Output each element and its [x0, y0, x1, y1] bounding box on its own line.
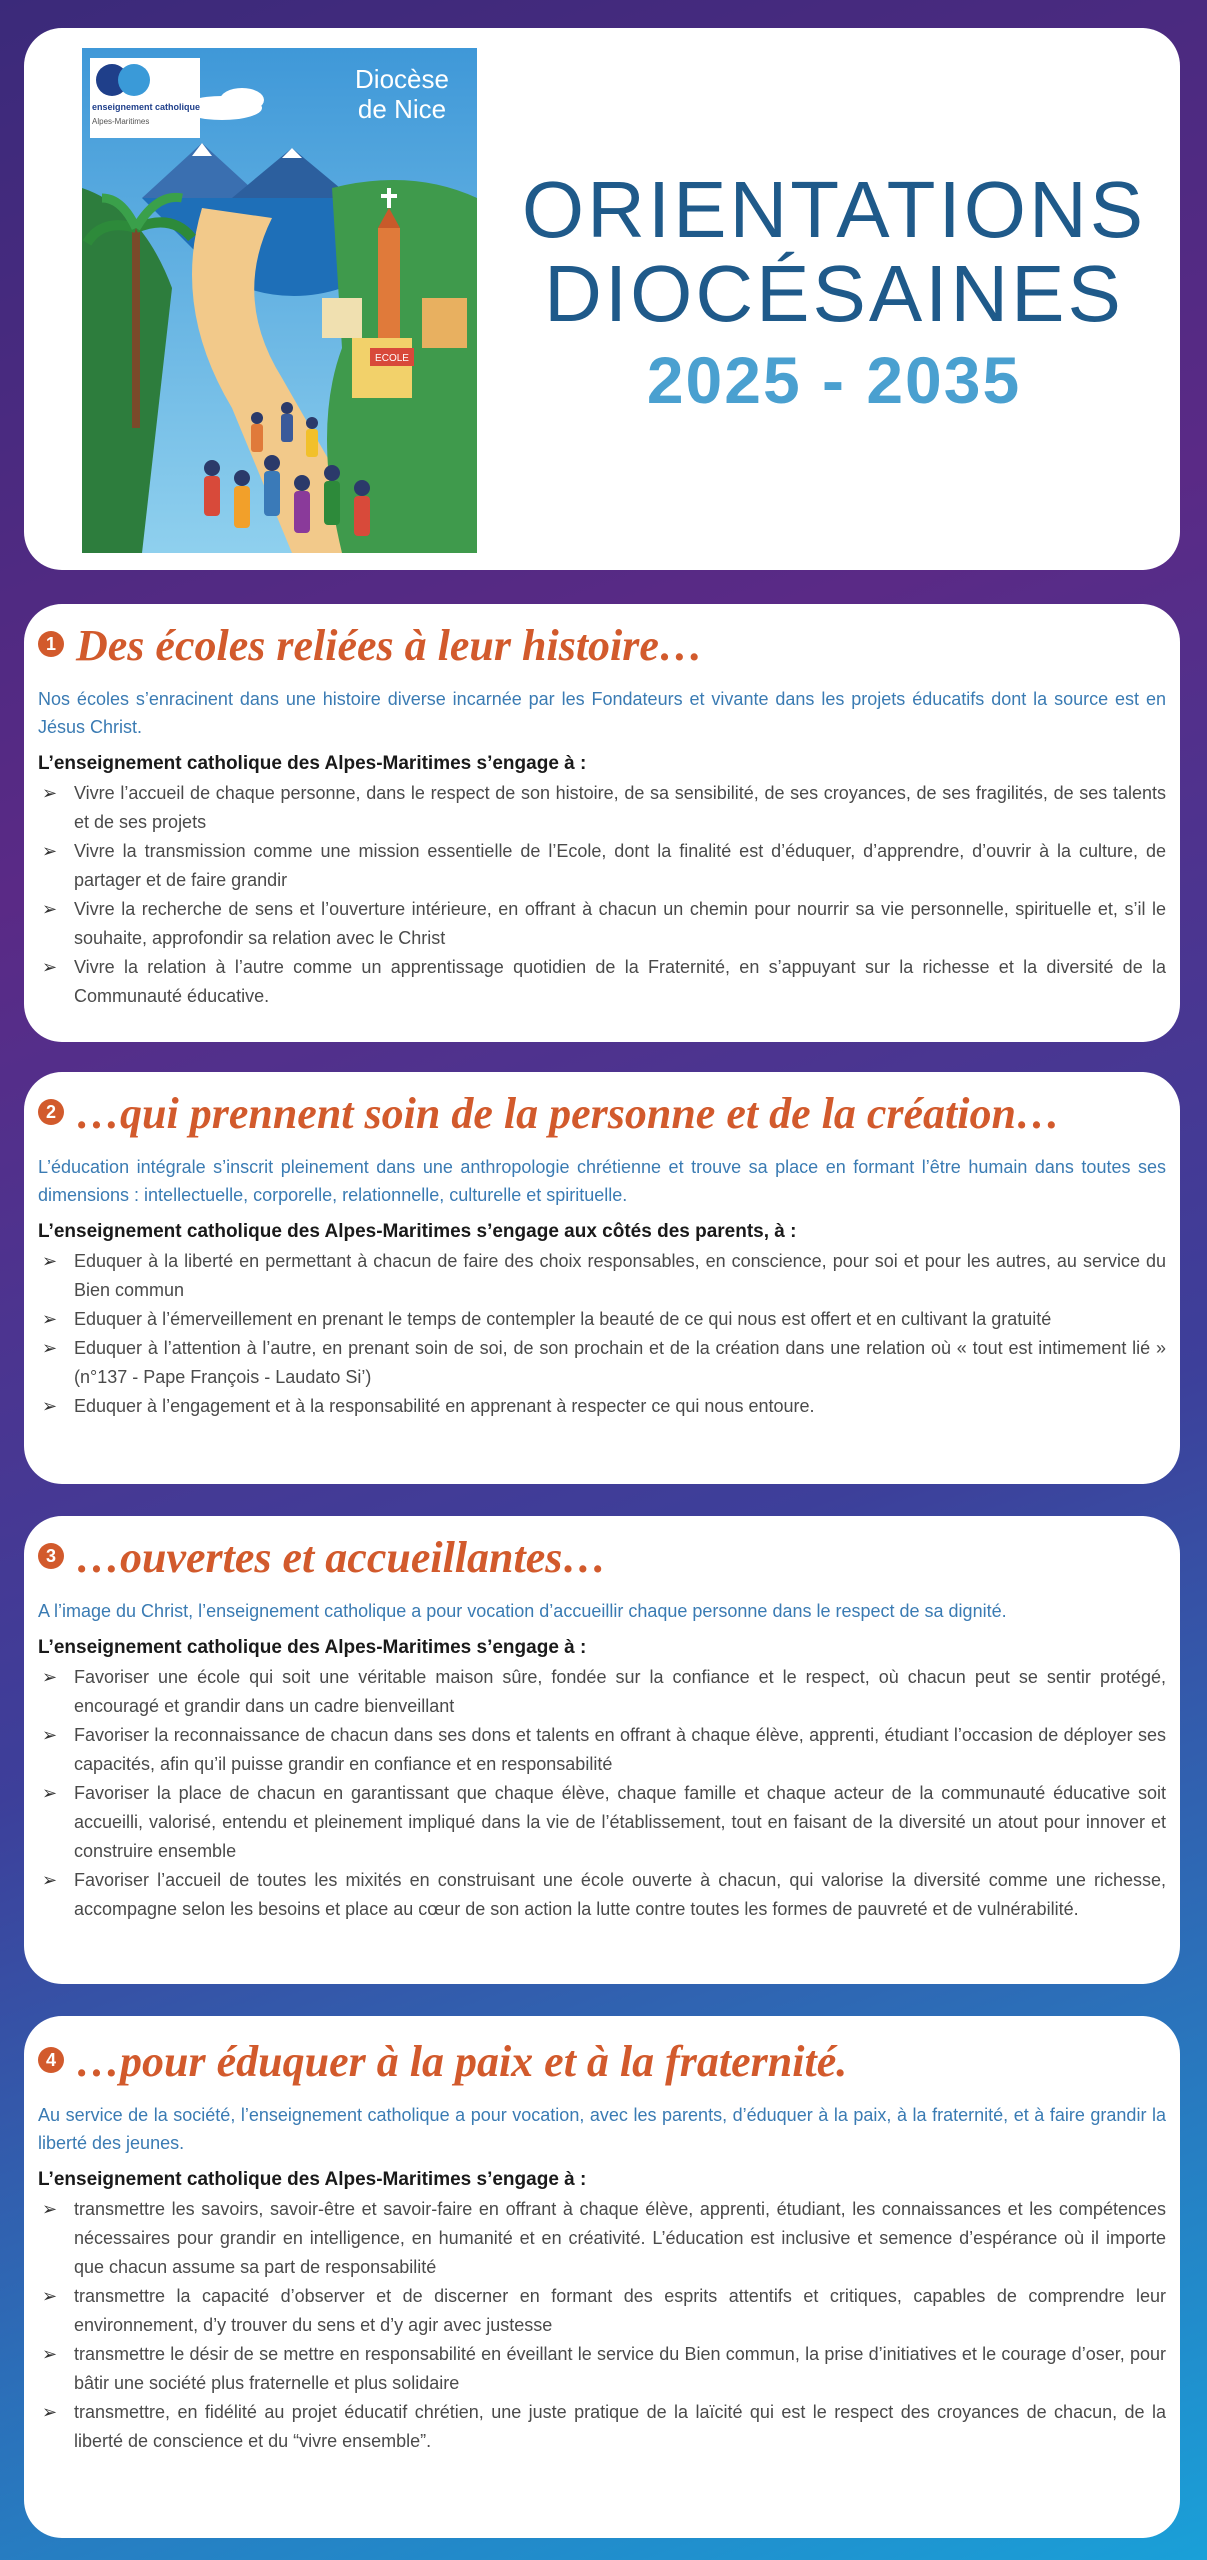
list-item: ➢ Favoriser une école qui soit une véritable maison sûre, fondée sur la confiance et le respect, où chacun peut se sentir protégé, encouragé et grandir dans un cadre bienveillant — [66, 1663, 1166, 1721]
arrow-bullet-icon: ➢ — [42, 841, 58, 861]
section-1-intro: Nos écoles s’enracinent dans une histoire diverse incarnée par les Fondateurs et vivante dans les projets éducatifs dont la source est en Jésus Christ. — [38, 689, 1166, 737]
list-item: ➢ transmettre, en fidélité au projet éducatif chrétien, une juste pratique de la laïcité qui est le respect des croyances de chacun, de la liberté de conscience et du “vivre ensemble”. — [66, 2398, 1166, 2456]
section-4-engage: L’enseignement catholique des Alpes-Maritimes s’engage à : — [38, 2169, 587, 2190]
title-line1: ORIENTATIONS — [521, 165, 1147, 254]
arrow-bullet-icon: ➢ — [42, 1396, 58, 1416]
list-item: ➢ transmettre la capacité d’observer et de discerner en formant des esprits attentifs et critiques, capables de comprendre leur environnement, d’y trouver du sens et d’y agir avec justesse — [66, 2282, 1166, 2340]
arrow-bullet-icon: ➢ — [42, 2344, 58, 2364]
list-item: ➢ Eduquer à la liberté en permettant à chacun de faire des choix responsables, en conscience, pour soi et pour les autres, au service du Bien commun — [66, 1247, 1166, 1305]
section-3-card — [24, 1516, 1180, 1984]
arrow-bullet-icon: ➢ — [42, 1870, 58, 1890]
list-item: ➢ Vivre la transmission comme une mission essentielle de l’Ecole, dont la finalité est d’éduquer, d’apprendre, d’ouvrir à la culture, de partager et de faire grandir — [66, 837, 1166, 895]
section-3-intro: A l’image du Christ, l’enseignement catholique a pour vocation d’accueillir chaque personne dans le respect de sa dignité. — [38, 1601, 1007, 1621]
arrow-bullet-icon: ➢ — [42, 1309, 58, 1329]
list-item: ➢ transmettre les savoirs, savoir-être et savoir-faire en offrant à chaque élève, apprenti, étudiant, les connaissances et les compétences nécessaires pour grandir en intelligence, en humanité et en créativité. L’éducation est inclusive et semence d’espérance où il importe que chacun assume sa part de responsabilité — [66, 2195, 1166, 2282]
arrow-bullet-icon: ➢ — [42, 1338, 58, 1358]
arrow-bullet-icon: ➢ — [42, 899, 58, 919]
list-item: ➢ transmettre le désir de se mettre en responsabilité en éveillant le service du Bien commun, la prise d’initiatives et le courage d’oser, pour bâtir une société plus fraternelle et plus solidaire — [66, 2340, 1166, 2398]
section-4-intro: Au service de la société, l’enseignement catholique a pour vocation, avec les parents, d’éduquer à la paix, à la fraternité, et à faire grandir la liberté des jeunes. — [38, 2105, 1166, 2153]
list-item: ➢ Favoriser l’accueil de toutes les mixités en construisant une école ouverte à chacun, qui valorise la diversité comme une richesse, accompagne selon les besoins et place au cœur de son action la lutte contre toutes les formes de pauvreté et de vulnérabilité. — [66, 1866, 1166, 1924]
arrow-bullet-icon: ➢ — [42, 2402, 58, 2422]
section-2-card — [24, 1072, 1180, 1484]
section-2-list — [38, 1247, 1166, 1421]
section-3-number: 3 — [38, 1543, 64, 1569]
arrow-bullet-icon: ➢ — [42, 957, 58, 977]
section-2-engage: L’enseignement catholique des Alpes-Maritimes s’engage aux côtés des parents, à : — [38, 1221, 797, 1242]
logo-brand: enseignement catholique — [92, 102, 201, 112]
header-card — [24, 28, 1180, 570]
list-item: ➢ Vivre la recherche de sens et l’ouverture intérieure, en offrant à chacun un chemin pour nourrir sa vie personnelle, spirituelle et, s’il le souhaite, approfondir sa relation avec le Christ — [66, 895, 1166, 953]
poster-illustration — [82, 48, 477, 553]
section-3-title: 3 …ouvertes et accueillantes… — [38, 1532, 1166, 1583]
title-block — [494, 165, 1174, 418]
arrow-bullet-icon: ➢ — [42, 2199, 58, 2219]
section-2-title: 2 …qui prennent soin de la personne et de la création… — [38, 1088, 1166, 1139]
list-item: ➢ Vivre l’accueil de chaque personne, dans le respect de son histoire, de sa sensibilité, de ses croyances, de ses fragilités, de ses talents et de ses projets — [66, 779, 1166, 837]
arrow-bullet-icon: ➢ — [42, 783, 58, 803]
logo-sub: Alpes-Maritimes — [92, 117, 150, 126]
title-years: 2025 - 2035 — [646, 343, 1022, 417]
section-1-card — [24, 604, 1180, 1042]
list-item: ➢ Eduquer à l’émerveillement en prenant le temps de contempler la beauté de ce qui nous est offert et en cultivant la gratuité — [66, 1305, 1166, 1334]
list-item: ➢ Favoriser la place de chacun en garantissant que chaque élève, chaque famille et chaque acteur de la communauté éducative soit accueilli, valorisé, entendu et pleinement impliqué dans la vie de l’établissement, tout en faisant de la diversité un atout pour innover et construire ensemble — [66, 1779, 1166, 1866]
section-4-list — [38, 2195, 1166, 2456]
section-2-number: 2 — [38, 1099, 64, 1125]
diocese-line1: Diocèse — [355, 64, 449, 94]
arrow-bullet-icon: ➢ — [42, 1251, 58, 1271]
arrow-bullet-icon: ➢ — [42, 2286, 58, 2306]
list-item: ➢ Eduquer à l’engagement et à la responsabilité en apprenant à respecter ce qui nous entoure. — [66, 1392, 1166, 1421]
section-3-engage: L’enseignement catholique des Alpes-Maritimes s’engage à : — [38, 1637, 587, 1658]
list-item: ➢ Favoriser la reconnaissance de chacun dans ses dons et talents en offrant à chaque élève, apprenti, étudiant l’occasion de déployer ses capacités, afin qu’il puisse grandir en confiance et en responsabilité — [66, 1721, 1166, 1779]
section-1-number: 1 — [38, 631, 64, 657]
ecole-sign: ECOLE — [375, 353, 409, 364]
diocese-line2: de Nice — [357, 94, 447, 124]
section-1-engage: L’enseignement catholique des Alpes-Maritimes s’engage à : — [38, 753, 587, 774]
list-item: ➢ Vivre la relation à l’autre comme un apprentissage quotidien de la Fraternité, en s’appuyant sur la richesse et la diversité de la Communauté éducative. — [66, 953, 1166, 1011]
title-line2: DIOCÉSAINES — [544, 249, 1124, 338]
section-1-title: 1 Des écoles reliées à leur histoire… — [38, 620, 1166, 671]
section-3-list — [38, 1663, 1166, 1924]
section-4-number: 4 — [38, 2047, 64, 2073]
arrow-bullet-icon: ➢ — [42, 1667, 58, 1687]
arrow-bullet-icon: ➢ — [42, 1725, 58, 1745]
section-1-list — [38, 779, 1166, 1011]
section-4-title: 4 …pour éduquer à la paix et à la fraternité. — [38, 2036, 1166, 2087]
arrow-bullet-icon: ➢ — [42, 1783, 58, 1803]
section-4-card — [24, 2016, 1180, 2538]
list-item: ➢ Eduquer à l’attention à l’autre, en prenant soin de soi, de son prochain et de la création dans une relation où « tout est intimement lié » (n°137 - Pape François - Laudato Si’) — [66, 1334, 1166, 1392]
section-2-intro: L’éducation intégrale s’inscrit pleinement dans une anthropologie chrétienne et trouve sa place en formant l’être humain dans toutes ses dimensions : intellectuelle, corporelle, relationnelle, culturelle et spirituelle. — [38, 1157, 1166, 1205]
